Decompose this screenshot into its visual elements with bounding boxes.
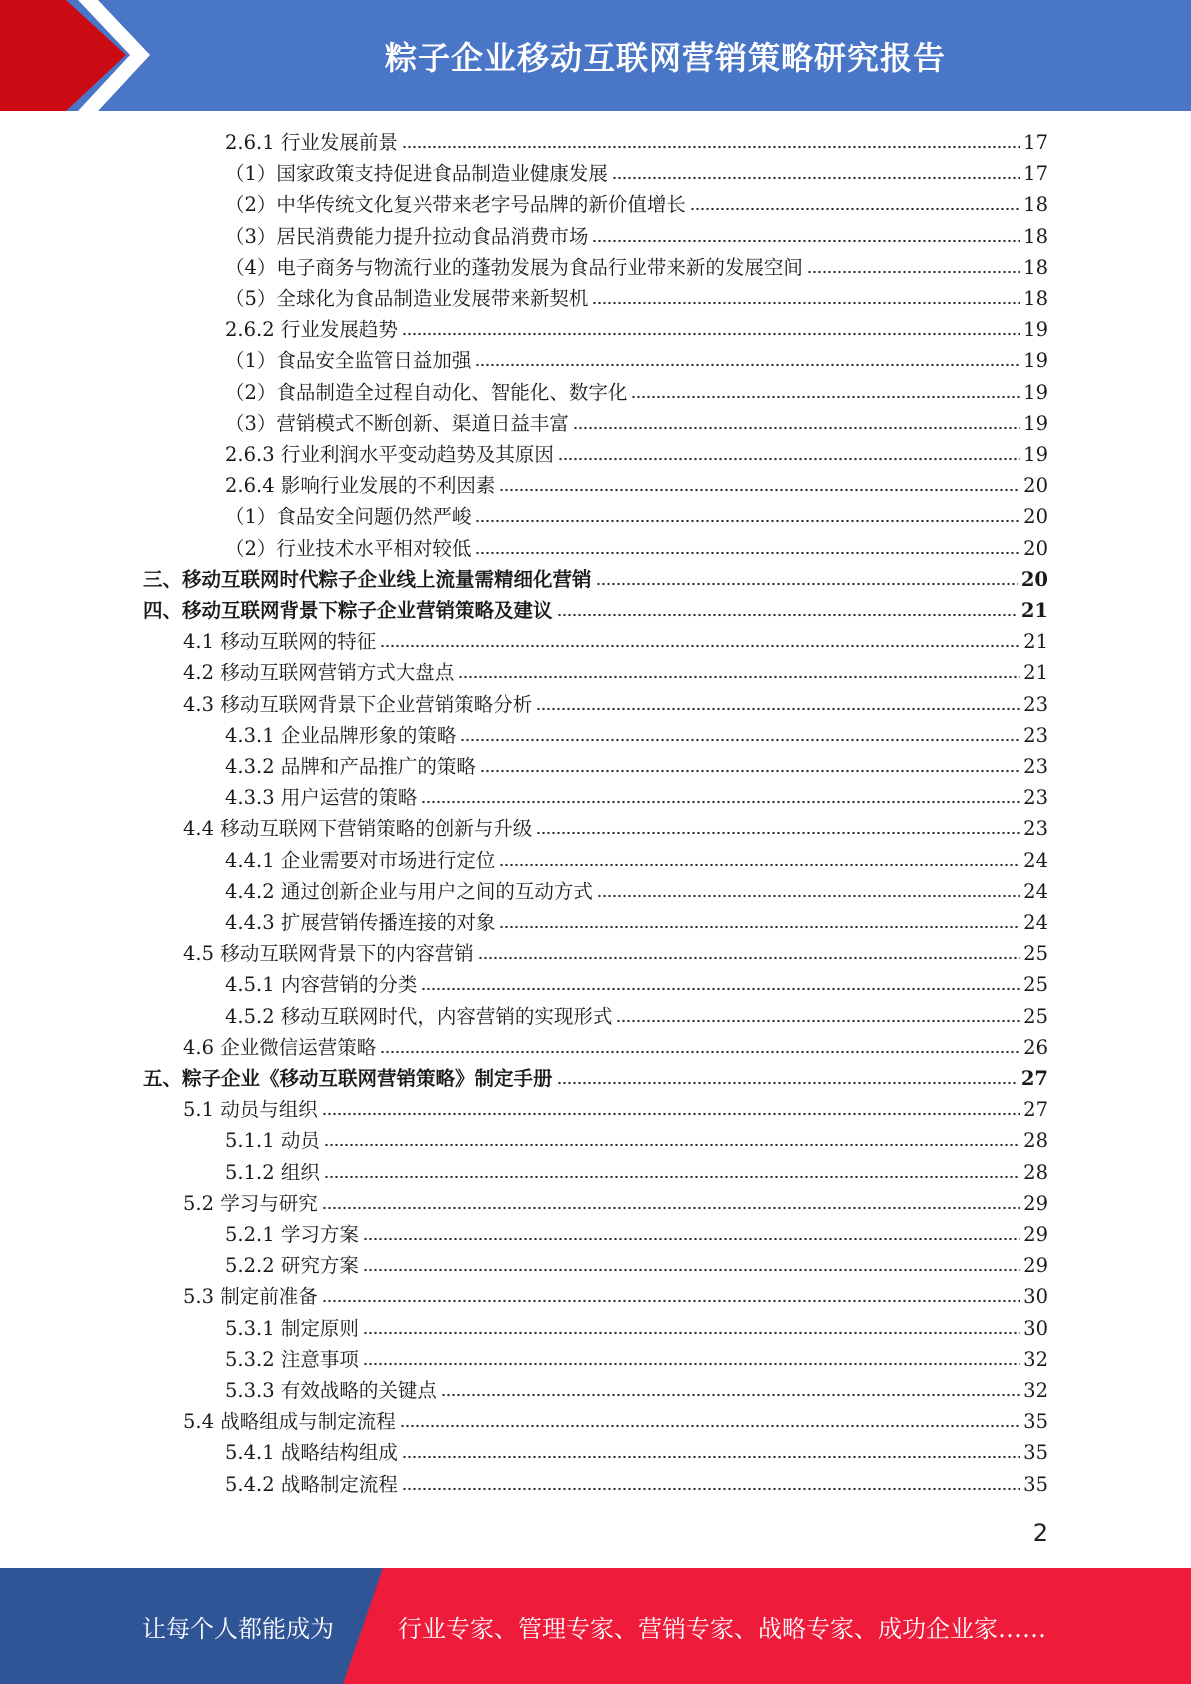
toc-dot-leader	[475, 362, 1020, 368]
toc-entry[interactable]	[225, 283, 1048, 314]
toc-dot-leader	[402, 144, 1020, 150]
toc-dot-leader	[324, 1142, 1020, 1148]
toc-entry-title: （5）全球化为食品制造业发展带来新契机	[225, 287, 589, 310]
toc-entry-page: 23	[1023, 817, 1048, 841]
toc-entry[interactable]	[225, 221, 1048, 252]
toc-entry[interactable]	[225, 845, 1048, 876]
toc-entry-page: 23	[1023, 692, 1048, 716]
toc-entry-page: 18	[1023, 193, 1048, 217]
toc-entry-page: 30	[1023, 1285, 1048, 1309]
toc-entry-page: 17	[1023, 162, 1048, 186]
toc-entry-page: 27	[1023, 1098, 1048, 1122]
toc-entry[interactable]	[143, 1063, 1048, 1094]
toc-dot-leader	[402, 331, 1020, 337]
toc-entry[interactable]	[183, 1281, 1048, 1312]
toc-dot-leader	[458, 674, 1020, 680]
toc-dot-leader	[322, 1298, 1020, 1304]
toc-entry-page: 27	[1020, 1067, 1048, 1090]
toc-entry-page: 17	[1023, 131, 1048, 154]
toc-entry-page: 32	[1023, 1347, 1048, 1371]
toc-entry-title: （1）国家政策支持促进食品制造业健康发展	[225, 162, 608, 186]
toc-entry[interactable]	[225, 314, 1048, 345]
toc-dot-leader	[363, 1236, 1020, 1242]
toc-dot-leader	[421, 799, 1020, 805]
toc-entry-title: 4.5 移动互联网背景下的内容营销	[183, 942, 474, 966]
toc-dot-leader	[499, 924, 1020, 930]
toc-entry-title: 4.5.1 内容营销的分类	[225, 973, 418, 997]
toc-entry-page: 29	[1023, 1223, 1048, 1246]
toc-dot-leader	[499, 862, 1020, 868]
toc-entry-title: 5.2 学习与研究	[183, 1191, 318, 1215]
toc-entry[interactable]	[225, 533, 1048, 564]
toc-entry-title: 4.4 移动互联网下营销策略的创新与升级	[183, 817, 533, 841]
toc-entry-title: 5.2.2 研究方案	[225, 1254, 359, 1278]
toc-entry-title: 4.4.1 企业需要对市场进行定位	[225, 848, 496, 872]
toc-entry-page: 28	[1023, 1129, 1048, 1153]
toc-dot-leader	[596, 581, 1018, 587]
toc-entry[interactable]	[225, 501, 1048, 532]
toc-entry[interactable]	[225, 408, 1048, 439]
toc-entry-title: 5.4.2 战略制定流程	[225, 1472, 398, 1496]
toc-entry-page: 19	[1023, 443, 1048, 466]
toc-entry-title: （1）食品安全监管日益加强	[225, 349, 472, 373]
toc-entry-page: 18	[1023, 287, 1048, 310]
toc-entry[interactable]	[183, 1032, 1048, 1063]
toc-entry[interactable]	[225, 1125, 1048, 1156]
toc-entry-title: 四、移动互联网背景下粽子企业营销策略及建议	[143, 599, 553, 622]
toc-entry-title: 5.3.1 制定原则	[225, 1316, 359, 1340]
toc-dot-leader	[400, 1423, 1020, 1429]
toc-entry-page: 30	[1023, 1316, 1048, 1340]
toc-entry[interactable]	[225, 782, 1048, 813]
toc-entry-page: 23	[1023, 755, 1048, 778]
toc-entry-title: 4.3.1 企业品牌形象的策略	[225, 723, 457, 747]
toc-dot-leader	[380, 1049, 1020, 1055]
toc-dot-leader	[475, 518, 1020, 524]
toc-entry-title: 5.1 动员与组织	[183, 1098, 318, 1122]
toc-entry-title: 4.5.2 移动互联网时代，内容营销的实现形式	[225, 1004, 613, 1028]
toc-entry-page: 20	[1023, 536, 1048, 560]
toc-entry[interactable]	[225, 907, 1048, 938]
toc-entry[interactable]	[225, 439, 1048, 470]
toc-entry-title: 5.4 战略组成与制定流程	[183, 1410, 396, 1434]
toc-entry-title: 4.6 企业微信运营策略	[183, 1035, 377, 1059]
toc-dot-leader	[558, 456, 1020, 462]
toc-entry[interactable]	[225, 1001, 1048, 1032]
toc-entry-title: 4.2 移动互联网营销方式大盘点	[183, 661, 455, 685]
toc-entry-page: 19	[1023, 318, 1048, 342]
toc-dot-leader	[597, 893, 1020, 899]
toc-dot-leader	[402, 1486, 1020, 1492]
toc-entry-page: 29	[1023, 1254, 1048, 1278]
toc-entry[interactable]	[225, 252, 1048, 283]
toc-entry-title: 5.1.1 动员	[225, 1129, 320, 1153]
toc-entry[interactable]	[225, 1437, 1048, 1468]
toc-dot-leader	[631, 394, 1020, 400]
toc-entry-page: 19	[1023, 411, 1048, 435]
toc-entry[interactable]	[183, 689, 1048, 720]
toc-entry[interactable]	[225, 345, 1048, 376]
toc-entry[interactable]	[225, 189, 1048, 220]
toc-entry-page: 18	[1023, 255, 1048, 279]
toc-dot-leader	[612, 175, 1020, 181]
toc-entry-title: 4.1 移动互联网的特征	[183, 630, 377, 654]
toc-entry[interactable]	[225, 127, 1048, 158]
toc-entry-page: 29	[1023, 1191, 1048, 1215]
toc-dot-leader	[616, 1018, 1020, 1024]
toc-entry[interactable]	[225, 1313, 1048, 1344]
toc-entry-title: 5.2.1 学习方案	[225, 1223, 359, 1246]
toc-dot-leader	[322, 1111, 1020, 1117]
toc-entry-title: 4.3.3 用户运营的策略	[225, 786, 418, 810]
toc-entry-title: （2）中华传统文化复兴带来老字号品牌的新价值增长	[225, 193, 686, 217]
page-number: 2	[1032, 1519, 1048, 1547]
toc-entry-title: 2.6.1 行业发展前景	[225, 131, 398, 154]
toc-entry[interactable]	[225, 1375, 1048, 1406]
toc-dot-leader	[690, 206, 1020, 212]
toc-entry-page: 20	[1023, 505, 1048, 529]
toc-dot-leader	[592, 300, 1020, 306]
toc-entry-title: 4.4.2 通过创新企业与用户之间的互动方式	[225, 879, 593, 903]
toc-entry[interactable]	[143, 595, 1048, 626]
toc-entry-page: 20	[1020, 567, 1048, 591]
toc-entry-page: 35	[1023, 1472, 1048, 1496]
toc-dot-leader	[557, 612, 1018, 618]
toc-entry[interactable]	[225, 751, 1048, 782]
toc-entry-title: 2.6.4 影响行业发展的不利因素	[225, 474, 496, 498]
toc-entry[interactable]	[183, 1406, 1048, 1437]
toc-entry-title: 4.3.2 品牌和产品推广的策略	[225, 755, 476, 778]
toc-dot-leader	[478, 955, 1020, 961]
toc-entry-page: 25	[1023, 973, 1048, 997]
toc-entry[interactable]	[225, 720, 1048, 751]
toc-dot-leader	[536, 706, 1020, 712]
toc-dot-leader	[573, 425, 1020, 431]
footer-slogan-left: 让每个人都能成为	[142, 1614, 334, 1643]
toc-entry-page: 24	[1023, 879, 1048, 903]
toc-entry[interactable]	[225, 470, 1048, 501]
footer-slogan-right: 行业专家、管理专家、营销专家、战略专家、成功企业家……	[398, 1614, 1046, 1643]
toc-dot-leader	[363, 1267, 1020, 1273]
toc-dot-leader	[363, 1330, 1020, 1336]
toc-entry-page: 24	[1023, 848, 1048, 872]
toc-entry[interactable]	[183, 1094, 1048, 1125]
toc-dot-leader	[322, 1205, 1020, 1211]
toc-entry-title: 5.3 制定前准备	[183, 1285, 318, 1309]
toc-entry-title: 五、粽子企业《移动互联网营销策略》制定手册	[143, 1067, 553, 1090]
toc-entry-page: 25	[1023, 1004, 1048, 1028]
toc-dot-leader	[807, 269, 1020, 275]
toc-dot-leader	[402, 1454, 1020, 1460]
toc-entry-page: 19	[1023, 380, 1048, 404]
toc-entry[interactable]	[225, 1344, 1048, 1375]
toc-entry[interactable]	[225, 377, 1048, 408]
page-footer	[0, 1568, 1191, 1684]
toc-entry-title: 5.4.1 战略结构组成	[225, 1441, 398, 1465]
toc-dot-leader	[380, 643, 1020, 649]
toc-entry-title: 2.6.2 行业发展趋势	[225, 318, 398, 342]
toc-entry[interactable]	[225, 1157, 1048, 1188]
toc-entry-page: 21	[1023, 630, 1048, 654]
toc-entry-page: 23	[1023, 786, 1048, 810]
toc-entry-page: 18	[1023, 224, 1048, 248]
toc-dot-leader	[592, 238, 1020, 244]
toc-entry-title: （4）电子商务与物流行业的蓬勃发展为食品行业带来新的发展空间	[225, 255, 803, 279]
toc-entry[interactable]	[183, 1188, 1048, 1219]
toc-entry-title: （3）营销模式不断创新、渠道日益丰富	[225, 411, 569, 435]
toc-entry-title: 4.4.3 扩展营销传播连接的对象	[225, 911, 496, 934]
toc-entry[interactable]	[183, 938, 1048, 969]
toc-entry-title: （1）食品安全问题仍然严峻	[225, 505, 472, 529]
toc-entry-page: 32	[1023, 1379, 1048, 1402]
toc-entry-page: 35	[1023, 1410, 1048, 1434]
toc-entry-title: （2）食品制造全过程自动化、智能化、数字化	[225, 380, 628, 404]
toc-entry[interactable]	[225, 158, 1048, 189]
toc-entry[interactable]	[183, 813, 1048, 844]
toc-entry-page: 21	[1020, 599, 1048, 622]
toc-dot-leader	[480, 768, 1020, 774]
toc-entry-page: 19	[1023, 349, 1048, 373]
toc-dot-leader	[536, 830, 1020, 836]
toc-entry-page: 26	[1023, 1035, 1048, 1059]
toc-dot-leader	[499, 487, 1020, 493]
toc-entry-page: 35	[1023, 1441, 1048, 1465]
toc-entry[interactable]	[225, 1250, 1048, 1281]
toc-dot-leader	[441, 1392, 1020, 1398]
toc-dot-leader	[421, 986, 1020, 992]
toc-entry[interactable]	[143, 564, 1048, 595]
toc-entry-page: 24	[1023, 911, 1048, 934]
report-title: 粽子企业移动互联网营销策略研究报告	[384, 38, 946, 77]
toc-entry[interactable]	[225, 1219, 1048, 1250]
toc-entry-title: 三、移动互联网时代粽子企业线上流量需精细化营销	[143, 567, 592, 591]
toc-dot-leader	[363, 1361, 1020, 1367]
toc-entry[interactable]	[225, 969, 1048, 1000]
toc-entry[interactable]	[183, 657, 1048, 688]
toc-entry-title: 5.1.2 组织	[225, 1160, 320, 1184]
page-header	[0, 0, 1191, 111]
toc-entry-title: （3）居民消费能力提升拉动食品消费市场	[225, 224, 589, 248]
toc-entry-title: 5.3.2 注意事项	[225, 1347, 359, 1371]
toc-dot-leader	[557, 1080, 1018, 1086]
toc-entry-page: 20	[1023, 474, 1048, 498]
toc-entry-title: 4.3 移动互联网背景下企业营销策略分析	[183, 692, 533, 716]
toc-entry[interactable]	[225, 876, 1048, 907]
toc-entry-page: 25	[1023, 942, 1048, 966]
toc-entry[interactable]	[225, 1469, 1048, 1500]
toc-entry[interactable]	[183, 626, 1048, 657]
toc-entry-page: 28	[1023, 1160, 1048, 1184]
toc-entry-title: 5.3.3 有效战略的关键点	[225, 1379, 437, 1402]
toc-entry-page: 23	[1023, 723, 1048, 747]
toc-entry-page: 21	[1023, 661, 1048, 685]
toc-dot-leader	[475, 550, 1020, 556]
toc-dot-leader	[460, 737, 1020, 743]
toc-entry-title: （2）行业技术水平相对较低	[225, 536, 472, 560]
toc-entry-title: 2.6.3 行业利润水平变动趋势及其原因	[225, 443, 554, 466]
toc-dot-leader	[324, 1174, 1020, 1180]
